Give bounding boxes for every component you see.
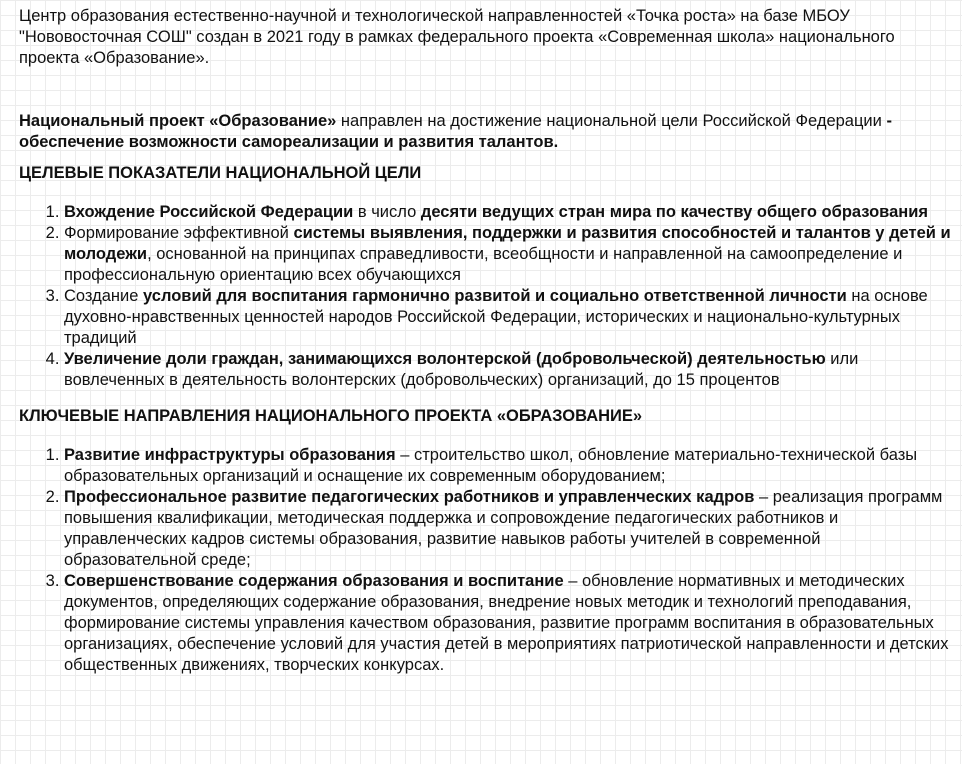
national-project-goal: обеспечение возможности самореализации и развития талантов. xyxy=(19,133,559,151)
directions-heading: КЛЮЧЕВЫЕ НАПРАВЛЕНИЯ НАЦИОНАЛЬНОГО ПРОЕКТА «ОБРАЗОВАНИЕ» xyxy=(19,407,643,425)
item-text: в число xyxy=(353,203,421,221)
list-item xyxy=(64,223,954,286)
intro-paragraph: Центр образования естественно-научной и технологической направленностей «Точка роста» на базе МБОУ "Нововосточная СОШ" создан в 2021 году в рамках федерального проекта «Современная школа» национального проекта «Образование». xyxy=(19,7,895,67)
item-bold-text: Развитие инфраструктуры образования xyxy=(64,446,396,464)
item-text: , основанной на принципах справедливости, всеобщности и направленной на самоопределение и профессиональную ориентацию всех обучающихся xyxy=(64,245,903,284)
item-bold-text: системы выявления, поддержки и развития способностей и талантов у детей и молодежи xyxy=(64,224,951,263)
targets-list xyxy=(19,202,954,391)
directions-list xyxy=(19,445,954,676)
item-text: на основе духовно-нравственных ценностей народов Российской Федерации, исторических и национально-культурных традиций xyxy=(64,287,928,347)
item-text: – обновление нормативных и методических документов, определяющих содержание образования, внедрение новых методик и технологий преподавания, формирование системы управления качеством образования, развитие программ воспитания в образовательных организациях, обеспечение условий для участия детей в мероприятиях патриотической направленности и детских общественных движениях, творческих конкурсах. xyxy=(64,572,949,674)
list-item xyxy=(64,571,954,676)
item-bold-text: Совершенствование содержания образования и воспитание xyxy=(64,572,564,590)
list-item xyxy=(64,286,954,349)
list-item xyxy=(64,349,954,391)
item-bold-text: Увеличение доли граждан, занимающихся волонтерской (добровольческой) деятельностью xyxy=(64,350,826,368)
item-bold-text: Профессиональное развитие педагогических работников и управленческих кадров xyxy=(64,488,755,506)
item-bold-text: условий для воспитания гармонично развитой и социально ответственной личности xyxy=(143,287,847,305)
item-text: – строительство школ, обновление материально-технической базы образовательных организаций и оснащение их современным оборудованием; xyxy=(64,446,918,485)
national-project-dash: - xyxy=(886,112,892,130)
national-project-name: Национальный проект «Образование» xyxy=(19,112,337,130)
item-bold-text: Вхождение Российской Федерации xyxy=(64,203,354,221)
list-item xyxy=(64,487,954,571)
national-project-text: направлен на достижение национальной цели Российской Федерации xyxy=(336,112,887,130)
list-item xyxy=(64,202,954,223)
item-bold-text: десяти ведущих стран мира по качеству общего образования xyxy=(420,203,928,221)
targets-heading: ЦЕЛЕВЫЕ ПОКАЗАТЕЛИ НАЦИОНАЛЬНОЙ ЦЕЛИ xyxy=(19,164,422,182)
list-item xyxy=(64,445,954,487)
item-text: Формирование эффективной xyxy=(64,224,294,242)
national-project-paragraph xyxy=(19,111,954,153)
item-text: Создание xyxy=(64,287,144,305)
item-text: – реализация программ повышения квалификации, методическая поддержка и сопровождение педагогических работников и управленческих кадров системы образования, развитие навыков работы учителей в современной образовательной среде; xyxy=(64,488,943,569)
item-text: или вовлеченных в деятельность волонтерских (добровольческих) организаций, до 15 процентов xyxy=(64,350,859,389)
